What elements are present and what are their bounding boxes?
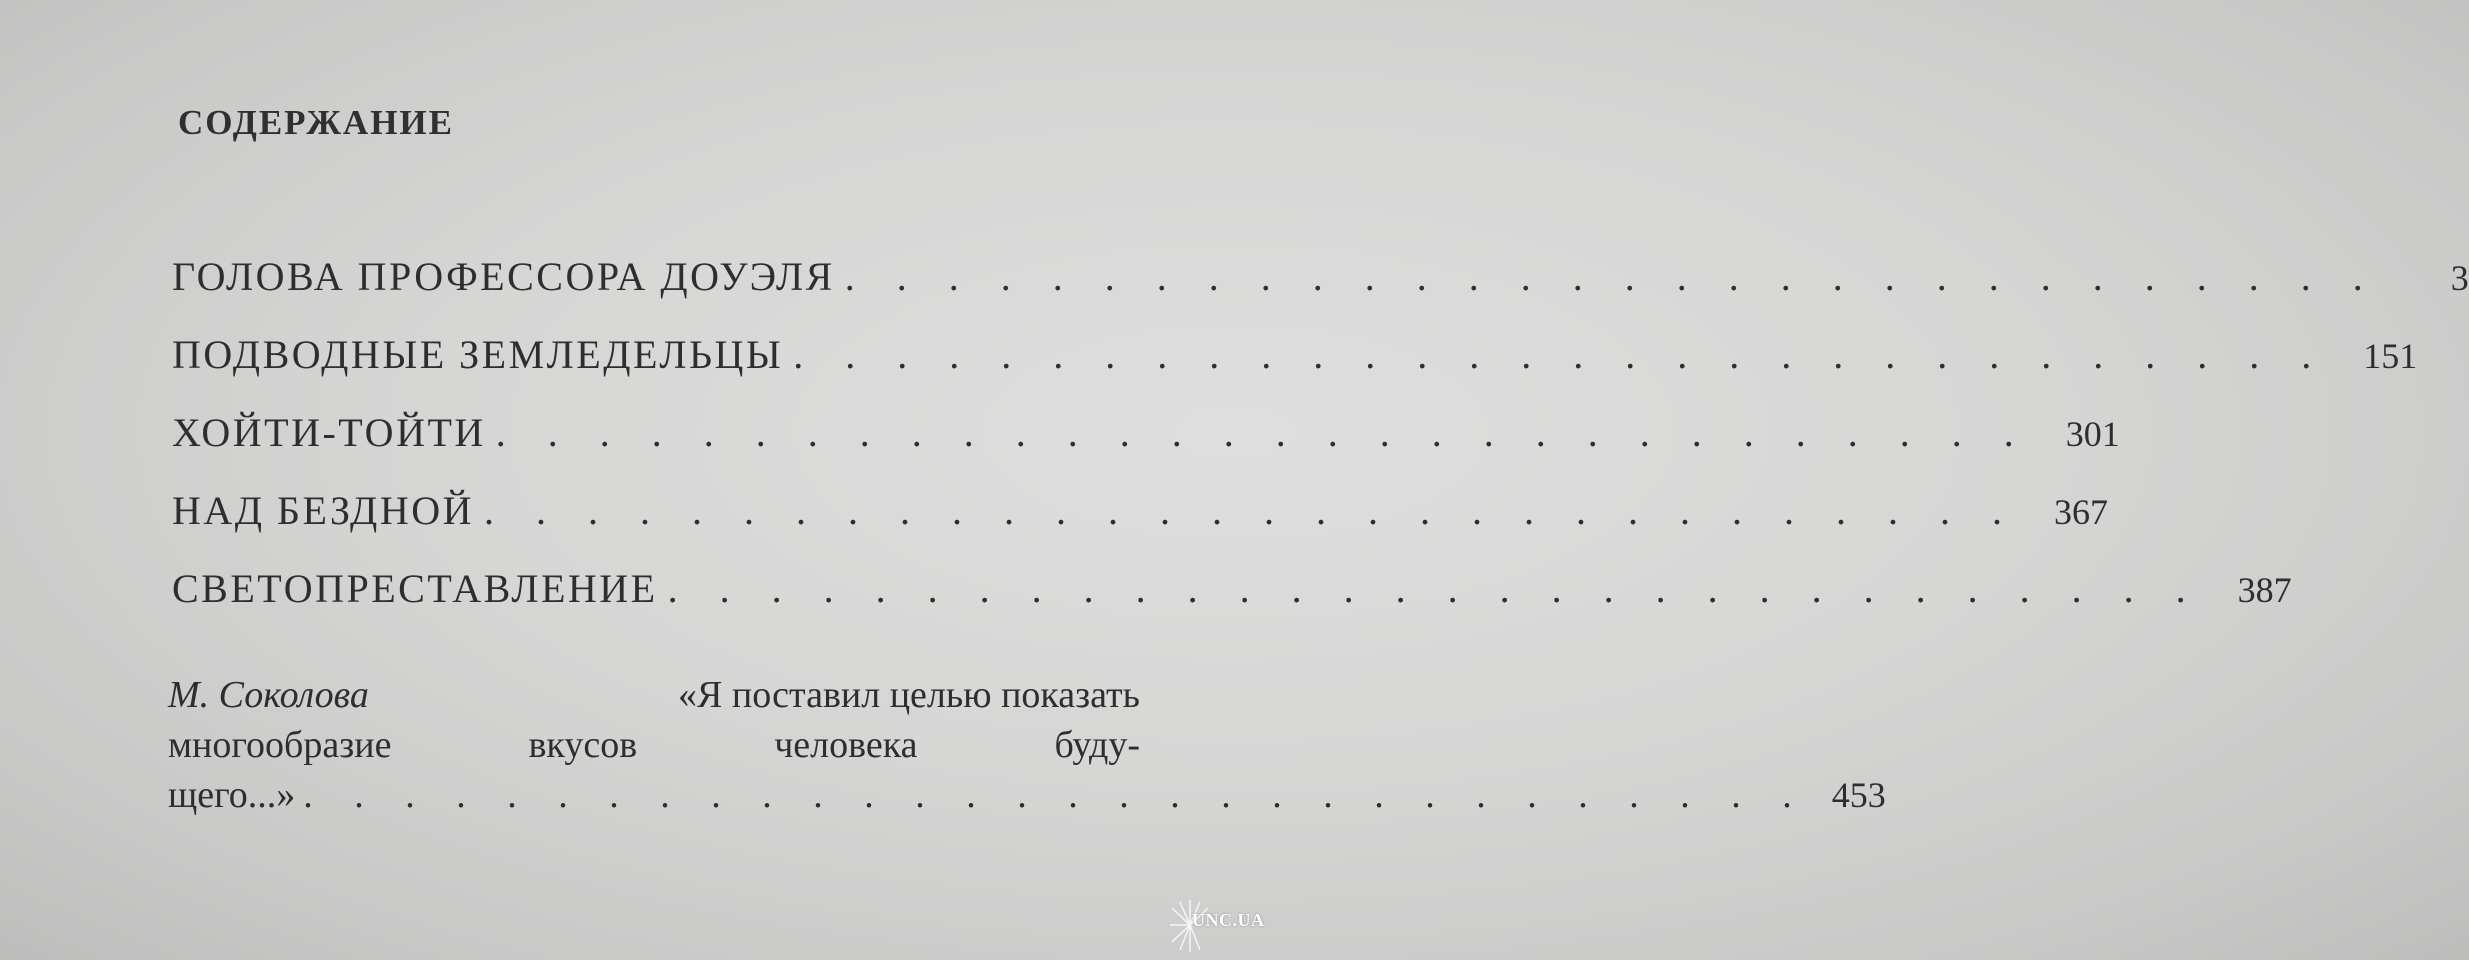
watermark-logo [1170, 896, 1274, 954]
leader-dots: . . . . . . . . . . . . . . . . . . . . . . . . . . . . . . [793, 332, 2328, 377]
afterword-line-1 [168, 670, 1140, 720]
leader-dots: . . . . . . . . . . . . . . . . . . . . . . . . . . . . . . [667, 566, 2202, 611]
afterword-line-2 [168, 720, 1140, 770]
page-title: СОДЕРЖАНИЕ [178, 103, 455, 142]
toc-entry-page: 3 [2450, 258, 2469, 298]
toc-entry-page: 151 [2363, 336, 2418, 376]
afterword-line-3 [168, 770, 1886, 820]
toc-entry-page: 387 [2237, 570, 2292, 610]
toc-entry-title: ПОДВОДНЫЕ ЗЕМЛЕДЕЛЬЦЫ [172, 332, 784, 377]
leader-dots: . . . . . . . . . . . . . . . . . . . . . . . . . . . . . . [495, 410, 2030, 455]
leader-dots: . . . . . . . . . . . . . . . . . . . . . . . . . . . . . . [844, 254, 2379, 299]
toc-entry [172, 565, 2292, 643]
afterword-entry [168, 670, 1886, 820]
toc-entry [172, 409, 2120, 487]
afterword-title-end: щего...» [168, 774, 296, 816]
table-of-contents [172, 253, 2469, 643]
watermark-text: UNC.UA [1192, 910, 1265, 930]
afterword-author: М. Соколова [168, 674, 369, 716]
toc-entry-title: ХОЙТИ-ТОЙТИ [172, 410, 486, 455]
afterword-word: буду- [1054, 724, 1140, 766]
leader-dots: . . . . . . . . . . . . . . . . . . . . . . . . . . . . . . [303, 774, 1808, 816]
afterword-title-start: «Я поставил целью показать [678, 674, 1140, 716]
toc-entry-page: 301 [2065, 414, 2120, 454]
toc-entry [172, 487, 2108, 565]
toc-entry-title: СВЕТОПРЕСТАВЛЕНИЕ [172, 566, 658, 611]
afterword-word: вкусов [528, 724, 638, 766]
toc-entry [172, 331, 2418, 409]
leader-dots: . . . . . . . . . . . . . . . . . . . . . . . . . . . . . . [484, 488, 2018, 533]
toc-entry [172, 253, 2469, 331]
toc-entry-title: НАД БЕЗДНОЙ [172, 488, 474, 533]
afterword-word: многообразие [168, 724, 392, 766]
afterword-page: 453 [1831, 775, 1886, 815]
toc-entry-title: ГОЛОВА ПРОФЕССОРА ДОУЭЛЯ [172, 254, 835, 299]
toc-entry-page: 367 [2054, 492, 2108, 532]
afterword-word: человека [774, 724, 918, 766]
